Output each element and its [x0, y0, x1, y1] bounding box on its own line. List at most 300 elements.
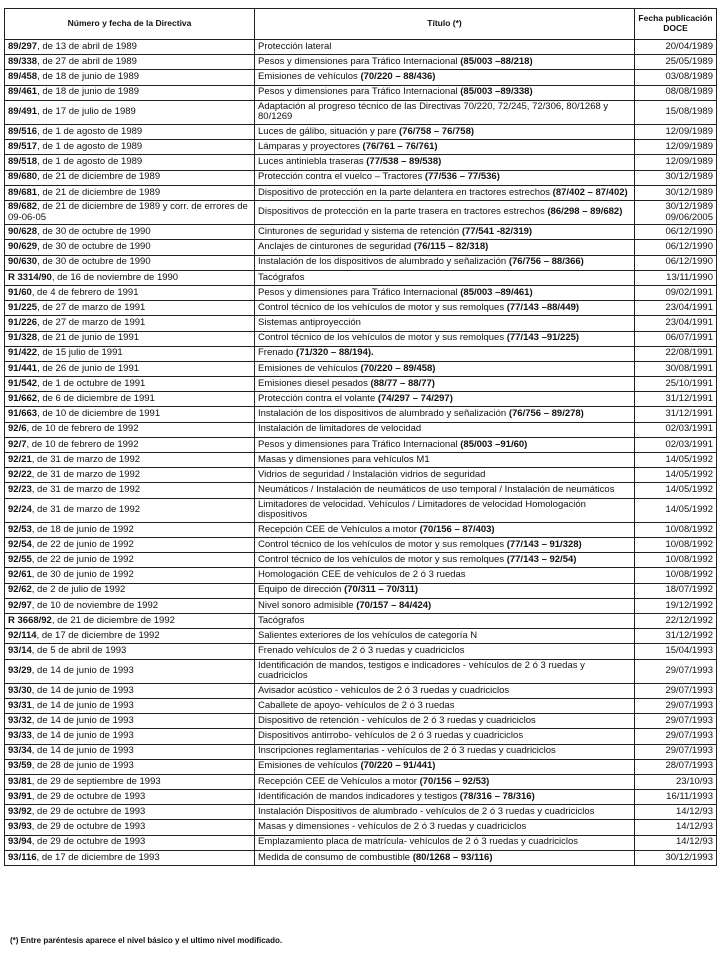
directive-title-cell	[255, 538, 635, 553]
table-row	[5, 255, 717, 270]
publication-date-cell	[635, 240, 717, 255]
directive-title-cell	[255, 714, 635, 729]
directive-title-cell	[255, 331, 635, 346]
publication-date: 13/11/1990	[666, 271, 713, 283]
publication-date: 29/07/1993	[665, 664, 713, 676]
directive-number: 93/31	[8, 699, 32, 711]
table-row	[5, 285, 717, 300]
directive-date: , de 26 de junio de 1991	[37, 362, 140, 374]
directive-title-cell	[255, 422, 635, 437]
directive-title-cell	[255, 453, 635, 468]
directive-number-cell	[5, 125, 255, 140]
table-row	[5, 613, 717, 628]
directive-title-cell	[255, 820, 635, 835]
directive-title-cell	[255, 850, 635, 865]
directive-number: 93/81	[8, 775, 32, 787]
directive-number-cell	[5, 729, 255, 744]
publication-date: 30/12/1989	[665, 200, 713, 212]
table-row	[5, 200, 717, 224]
directive-title: Identificación de mandos, testigos e indicadores - vehículos de 2 ó 3 ruedas y cuadriciclos	[258, 659, 585, 682]
publication-date: 31/12/1992	[665, 629, 713, 641]
directive-number-cell	[5, 774, 255, 789]
table-row	[5, 301, 717, 316]
publication-date: 31/12/1991	[665, 408, 713, 420]
directive-number: 92/24	[8, 503, 32, 515]
publication-date: 14/12/93	[676, 806, 713, 818]
directive-date: , de 4 de febrero de 1991	[31, 286, 139, 298]
directive-number-cell	[5, 583, 255, 598]
table-row	[5, 361, 717, 376]
directive-title: Control técnico de los vehículos de motor y sus remolques	[258, 538, 507, 550]
directive-number: 89/681	[8, 186, 38, 198]
directive-title-cell	[255, 498, 635, 522]
directive-reference: (76/115 – 82/318)	[413, 241, 489, 253]
publication-date: 09/06/2005	[665, 211, 713, 223]
directive-reference: (85/003 –91/60)	[460, 438, 528, 450]
directive-reference: (70/220 – 91/441)	[360, 760, 436, 772]
table-row	[5, 240, 717, 255]
directive-number: 89/518	[8, 156, 38, 168]
table-row	[5, 835, 717, 850]
table-row	[5, 270, 717, 285]
directive-title-cell	[255, 125, 635, 140]
directive-date: , de 22 de junio de 1992	[31, 553, 134, 565]
table-row	[5, 774, 717, 789]
directive-number: 91/542	[8, 377, 38, 389]
publication-date-cell	[635, 820, 717, 835]
directive-title: Masas y dimensiones - vehículos de 2 ó 3 ruedas y cuadriciclos	[258, 821, 527, 833]
publication-date: 10/08/1992	[665, 538, 713, 550]
publication-date-cell	[635, 422, 717, 437]
publication-date-cell	[635, 714, 717, 729]
directive-title-cell	[255, 598, 635, 613]
table-row	[5, 522, 717, 537]
directive-reference: (85/003 –89/338)	[460, 86, 533, 98]
directive-number: 92/22	[8, 468, 32, 480]
directive-date: , de 31 de marzo de 1992	[31, 503, 141, 515]
directive-title: Dispositivos de protección en la parte trasera en tractores estrechos	[258, 206, 548, 218]
directive-number-cell	[5, 100, 255, 124]
directive-date: , de 31 de marzo de 1992	[31, 453, 141, 465]
publication-date: 18/07/1992	[665, 584, 713, 596]
directive-title: Salientes exteriores de los vehículos de categoría N	[258, 629, 478, 641]
table-row	[5, 820, 717, 835]
table-row	[5, 185, 717, 200]
directive-date: , de 1 de agosto de 1989	[37, 140, 143, 152]
directive-date: , de 21 de diciembre de 1989	[37, 171, 161, 183]
table-row	[5, 659, 717, 683]
directive-title-cell	[255, 225, 635, 240]
directive-date: , de 21 de diciembre de 1989	[37, 186, 161, 198]
directive-number-cell	[5, 170, 255, 185]
directive-reference: (71/320 – 88/194).	[296, 347, 374, 359]
directive-date: , de 29 de octubre de 1993	[31, 836, 146, 848]
directive-number-cell	[5, 744, 255, 759]
directive-number-cell	[5, 820, 255, 835]
directive-title: Protección contra el volante	[258, 393, 378, 405]
publication-date-cell	[635, 185, 717, 200]
table-row	[5, 598, 717, 613]
directive-number: 89/680	[8, 171, 38, 183]
publication-date: 23/04/1991	[665, 317, 713, 329]
directive-date: , de 27 de abril de 1989	[37, 55, 137, 67]
publication-date-cell	[635, 361, 717, 376]
directive-date: , de 27 de marzo de 1991	[37, 301, 146, 313]
directive-title: Vidrios de seguridad / Instalación vidrios de seguridad	[258, 468, 486, 480]
directive-title: Identificación de mandos indicadores y testigos	[258, 790, 460, 802]
directive-number-cell	[5, 346, 255, 361]
table-row	[5, 407, 717, 422]
directive-number-cell	[5, 698, 255, 713]
table-row	[5, 155, 717, 170]
directive-title: Tacógrafos	[258, 614, 305, 626]
table-row	[5, 498, 717, 522]
publication-date-cell	[635, 225, 717, 240]
directive-date: , de 6 de diciembre de 1991	[37, 393, 155, 405]
directive-date: , de 21 de diciembre de 1992	[51, 614, 175, 626]
directive-number: 89/516	[8, 125, 38, 137]
directive-reference: (77/143 –88/449)	[506, 301, 580, 313]
directive-title-cell	[255, 568, 635, 583]
directive-title: Frenado	[258, 347, 297, 359]
directive-title: Tacógrafos	[258, 271, 305, 283]
directive-date: , de 15 julio de 1991	[37, 347, 123, 359]
directive-number: 93/91	[8, 790, 32, 802]
publication-date: 29/07/1993	[665, 699, 713, 711]
publication-date: 23/04/1991	[665, 301, 713, 313]
directive-title: Masas y dimensiones para vehículos M1	[258, 453, 430, 465]
directive-date: , de 18 de junio de 1989	[37, 86, 140, 98]
directive-title-cell	[255, 613, 635, 628]
directive-title-cell	[255, 698, 635, 713]
publication-date: 10/08/1992	[665, 553, 713, 565]
directive-number: 92/97	[8, 599, 32, 611]
publication-date: 22/08/1991	[665, 347, 713, 359]
directive-title: Luces antiniebla traseras	[258, 156, 367, 168]
directive-title-cell	[255, 140, 635, 155]
directive-title: Control técnico de los vehículos de motor y sus remolques	[258, 332, 507, 344]
directive-number: 91/328	[8, 332, 38, 344]
directive-number: 93/30	[8, 684, 32, 696]
publication-date: 29/07/1993	[665, 714, 713, 726]
directive-title-cell	[255, 85, 635, 100]
publication-date-cell	[635, 644, 717, 659]
directive-title: Caballete de apoyo- vehículos de 2 ó 3 ruedas	[258, 699, 455, 711]
table-row	[5, 437, 717, 452]
publication-date-cell	[635, 659, 717, 683]
header-fecha: Fecha publicación DOCE	[635, 9, 717, 40]
publication-date-cell	[635, 285, 717, 300]
directive-number-cell	[5, 805, 255, 820]
directive-number: 89/458	[8, 71, 38, 83]
publication-date: 06/12/1990	[665, 256, 713, 268]
publication-date-cell	[635, 407, 717, 422]
directive-date: , de 10 de febrero de 1992	[26, 423, 139, 435]
publication-date-cell	[635, 170, 717, 185]
directive-title: Nivel sonoro admisible	[258, 599, 357, 611]
table-row	[5, 629, 717, 644]
directive-number: 93/14	[8, 645, 32, 657]
directive-date: , de 14 de junio de 1993	[31, 684, 134, 696]
publication-date-cell	[635, 437, 717, 452]
directive-number-cell	[5, 468, 255, 483]
directive-number-cell	[5, 644, 255, 659]
directive-number: 91/60	[8, 286, 32, 298]
directive-number: 93/92	[8, 806, 32, 818]
directive-title-cell	[255, 55, 635, 70]
publication-date-cell	[635, 598, 717, 613]
directive-number-cell	[5, 790, 255, 805]
directive-title: Pesos y dimensiones para Tráfico Internacional	[258, 438, 461, 450]
table-row	[5, 453, 717, 468]
publication-date-cell	[635, 125, 717, 140]
table-row	[5, 538, 717, 553]
table-row	[5, 744, 717, 759]
directive-date: , de 10 de diciembre de 1991	[37, 408, 161, 420]
directive-title: Instalación de limitadores de velocidad	[258, 423, 422, 435]
publication-date-cell	[635, 850, 717, 865]
table-row	[5, 850, 717, 865]
publication-date: 06/12/1990	[665, 241, 713, 253]
directive-number-cell	[5, 453, 255, 468]
directive-number-cell	[5, 55, 255, 70]
directive-number-cell	[5, 407, 255, 422]
directive-title-cell	[255, 629, 635, 644]
publication-date: 30/12/1989	[665, 186, 713, 198]
directive-title: Instalación de los dispositivos de alumbrado y señalización	[258, 408, 509, 420]
directive-reference: (74/297 – 74/297)	[377, 393, 453, 405]
directive-title: Emisiones diesel pesados	[258, 377, 371, 389]
directive-date: , de 30 de octubre de 1990	[37, 256, 151, 268]
publication-date: 25/10/1991	[665, 377, 713, 389]
directive-title-cell	[255, 407, 635, 422]
publication-date-cell	[635, 583, 717, 598]
directive-number: 93/94	[8, 836, 32, 848]
table-row	[5, 468, 717, 483]
directive-number-cell	[5, 331, 255, 346]
directive-date: , de 13 de abril de 1989	[37, 40, 137, 52]
directive-title: Pesos y dimensiones para Tráfico Internacional	[258, 286, 461, 298]
directive-title: Protección lateral	[258, 40, 332, 52]
directive-number-cell	[5, 85, 255, 100]
publication-date-cell	[635, 729, 717, 744]
table-row	[5, 331, 717, 346]
directive-reference: (76/758 – 76/758)	[399, 125, 475, 137]
directive-number: 93/93	[8, 821, 32, 833]
footnote: (*) Entre paréntesis aparece el nivel básico y el ultimo nivel modificado.	[10, 936, 283, 945]
publication-date: 14/05/1992	[665, 484, 713, 496]
table-row	[5, 568, 717, 583]
directive-number: 92/6	[8, 423, 27, 435]
publication-date-cell	[635, 55, 717, 70]
directive-title-cell	[255, 170, 635, 185]
header-row	[5, 9, 717, 40]
publication-date-cell	[635, 613, 717, 628]
directive-title-cell	[255, 805, 635, 820]
directive-title: Control técnico de los vehículos de motor y sus remolques	[258, 553, 507, 565]
directive-title-cell	[255, 270, 635, 285]
publication-date-cell	[635, 683, 717, 698]
directive-number-cell	[5, 437, 255, 452]
directive-reference: (86/298 – 89/682)	[547, 206, 623, 218]
directive-reference: (77/143 – 92/54)	[506, 553, 577, 565]
directive-title-cell	[255, 729, 635, 744]
publication-date-cell	[635, 835, 717, 850]
directive-reference: (70/220 – 89/458)	[360, 362, 436, 374]
publication-date-cell	[635, 538, 717, 553]
table-row	[5, 714, 717, 729]
directive-number: 93/34	[8, 745, 32, 757]
directive-date: , de 29 de octubre de 1993	[31, 821, 146, 833]
directive-number: R 3668/92	[8, 614, 52, 626]
directive-date: , de 14 de junio de 1993	[31, 699, 134, 711]
publication-date: 14/05/1992	[665, 503, 713, 515]
directive-title-cell	[255, 392, 635, 407]
publication-date-cell	[635, 774, 717, 789]
table-row	[5, 225, 717, 240]
publication-date-cell	[635, 270, 717, 285]
directive-number-cell	[5, 835, 255, 850]
publication-date: 06/12/1990	[665, 225, 713, 237]
directive-number: 92/62	[8, 584, 32, 596]
directive-number-cell	[5, 270, 255, 285]
directive-number-cell	[5, 498, 255, 522]
publication-date: 28/07/1993	[665, 760, 713, 772]
directive-number: 89/517	[8, 140, 38, 152]
directive-date: , de 10 de noviembre de 1992	[31, 599, 159, 611]
directive-date: , de 10 de febrero de 1992	[26, 438, 139, 450]
directive-number-cell	[5, 683, 255, 698]
directive-title: Recepción CEE de Vehículos a motor	[258, 523, 420, 535]
directive-title-cell	[255, 522, 635, 537]
directive-title: Instalación de los dispositivos de alumbrado y señalización	[258, 256, 509, 268]
table-row	[5, 683, 717, 698]
directive-date: , de 1 de agosto de 1989	[37, 125, 143, 137]
directive-date: , de 16 de noviembre de 1990	[51, 271, 179, 283]
directive-number-cell	[5, 522, 255, 537]
publication-date: 10/08/1992	[665, 569, 713, 581]
table-row	[5, 483, 717, 498]
directive-number-cell	[5, 568, 255, 583]
directive-date: , de 14 de junio de 1993	[31, 745, 134, 757]
directive-number: 92/23	[8, 484, 32, 496]
directive-title: Recepción CEE de Vehículos a motor	[258, 775, 420, 787]
publication-date-cell	[635, 568, 717, 583]
directive-title: Protección contra el vuelco – Tractores	[258, 171, 425, 183]
directive-title: Homologación CEE de vehículos de 2 ó 3 ruedas	[258, 569, 466, 581]
publication-date: 23/10/93	[676, 775, 713, 787]
table-row	[5, 729, 717, 744]
table-row	[5, 392, 717, 407]
directive-title-cell	[255, 255, 635, 270]
publication-date-cell	[635, 155, 717, 170]
table-row	[5, 790, 717, 805]
directive-reference: (87/402 – 87/402)	[552, 186, 628, 198]
directive-title: Control técnico de los vehículos de motor y sus remolques	[258, 301, 507, 313]
table-row	[5, 805, 717, 820]
table-row	[5, 55, 717, 70]
table-row	[5, 698, 717, 713]
directive-reference: (85/003 –88/218)	[460, 55, 533, 67]
directive-number-cell	[5, 200, 255, 224]
directive-title: Emplazamiento placa de matrícula- vehículos de 2 ó 3 ruedas y cuadriciclos	[258, 836, 578, 848]
publication-date-cell	[635, 316, 717, 331]
directive-number-cell	[5, 316, 255, 331]
directive-date: , de 30 de octubre de 1990	[37, 225, 151, 237]
directive-title-cell	[255, 483, 635, 498]
publication-date: 12/09/1989	[665, 125, 713, 137]
directive-title-cell	[255, 346, 635, 361]
directive-number: 91/422	[8, 347, 38, 359]
directive-date: , de 31 de marzo de 1992	[31, 468, 141, 480]
directive-title-cell	[255, 301, 635, 316]
directive-number-cell	[5, 361, 255, 376]
publication-date-cell	[635, 759, 717, 774]
directive-date: , de 21 de junio de 1991	[37, 332, 140, 344]
directive-title: Cinturones de seguridad y sistema de retención	[258, 225, 462, 237]
directive-number-cell	[5, 285, 255, 300]
directive-number-cell	[5, 629, 255, 644]
directive-title-cell	[255, 583, 635, 598]
directive-number-cell	[5, 155, 255, 170]
directive-date: , de 17 de diciembre de 1993	[36, 851, 160, 863]
directive-reference: (76/756 – 89/278)	[508, 408, 584, 420]
directive-number-cell	[5, 301, 255, 316]
directive-title: Instalación Dispositivos de alumbrado - vehículos de 2 ó 3 ruedas y cuadriciclos	[258, 806, 595, 818]
directive-number: 93/59	[8, 760, 32, 772]
publication-date: 08/08/1989	[665, 86, 713, 98]
directives-table	[4, 8, 717, 866]
table-row	[5, 553, 717, 568]
directive-number: 93/33	[8, 730, 32, 742]
directive-title: Inscripciones reglamentarias - vehículos de 2 ó 3 ruedas y cuadriciclos	[258, 745, 556, 757]
publication-date: 16/11/1993	[666, 790, 713, 802]
directive-date: , de 14 de junio de 1993	[31, 664, 134, 676]
table-row	[5, 40, 717, 55]
publication-date-cell	[635, 70, 717, 85]
directive-number: 91/226	[8, 317, 38, 329]
directive-title: Frenado vehículos de 2 ó 3 ruedas y cuadriciclos	[258, 645, 465, 657]
directive-title-cell	[255, 659, 635, 683]
publication-date: 03/08/1989	[665, 71, 713, 83]
directive-number-cell	[5, 185, 255, 200]
publication-date-cell	[635, 40, 717, 55]
publication-date-cell	[635, 522, 717, 537]
publication-date: 15/04/1993	[665, 645, 713, 657]
directive-number-cell	[5, 40, 255, 55]
directive-number: 89/461	[8, 86, 38, 98]
directive-date: , de 30 de octubre de 1990	[37, 241, 151, 253]
directive-title-cell	[255, 774, 635, 789]
directive-title-cell	[255, 437, 635, 452]
publication-date-cell	[635, 805, 717, 820]
directive-title-cell	[255, 70, 635, 85]
directive-title-cell	[255, 744, 635, 759]
directive-title-cell	[255, 155, 635, 170]
table-row	[5, 170, 717, 185]
publication-date-cell	[635, 100, 717, 124]
publication-date: 29/07/1993	[665, 745, 713, 757]
table-row	[5, 422, 717, 437]
publication-date-cell	[635, 468, 717, 483]
directive-number-cell	[5, 240, 255, 255]
directive-title-cell	[255, 285, 635, 300]
publication-date-cell	[635, 377, 717, 392]
publication-date: 20/04/1989	[665, 40, 713, 52]
directive-number-cell	[5, 377, 255, 392]
directive-number: 93/116	[8, 851, 37, 863]
directive-number: 91/225	[8, 301, 38, 313]
